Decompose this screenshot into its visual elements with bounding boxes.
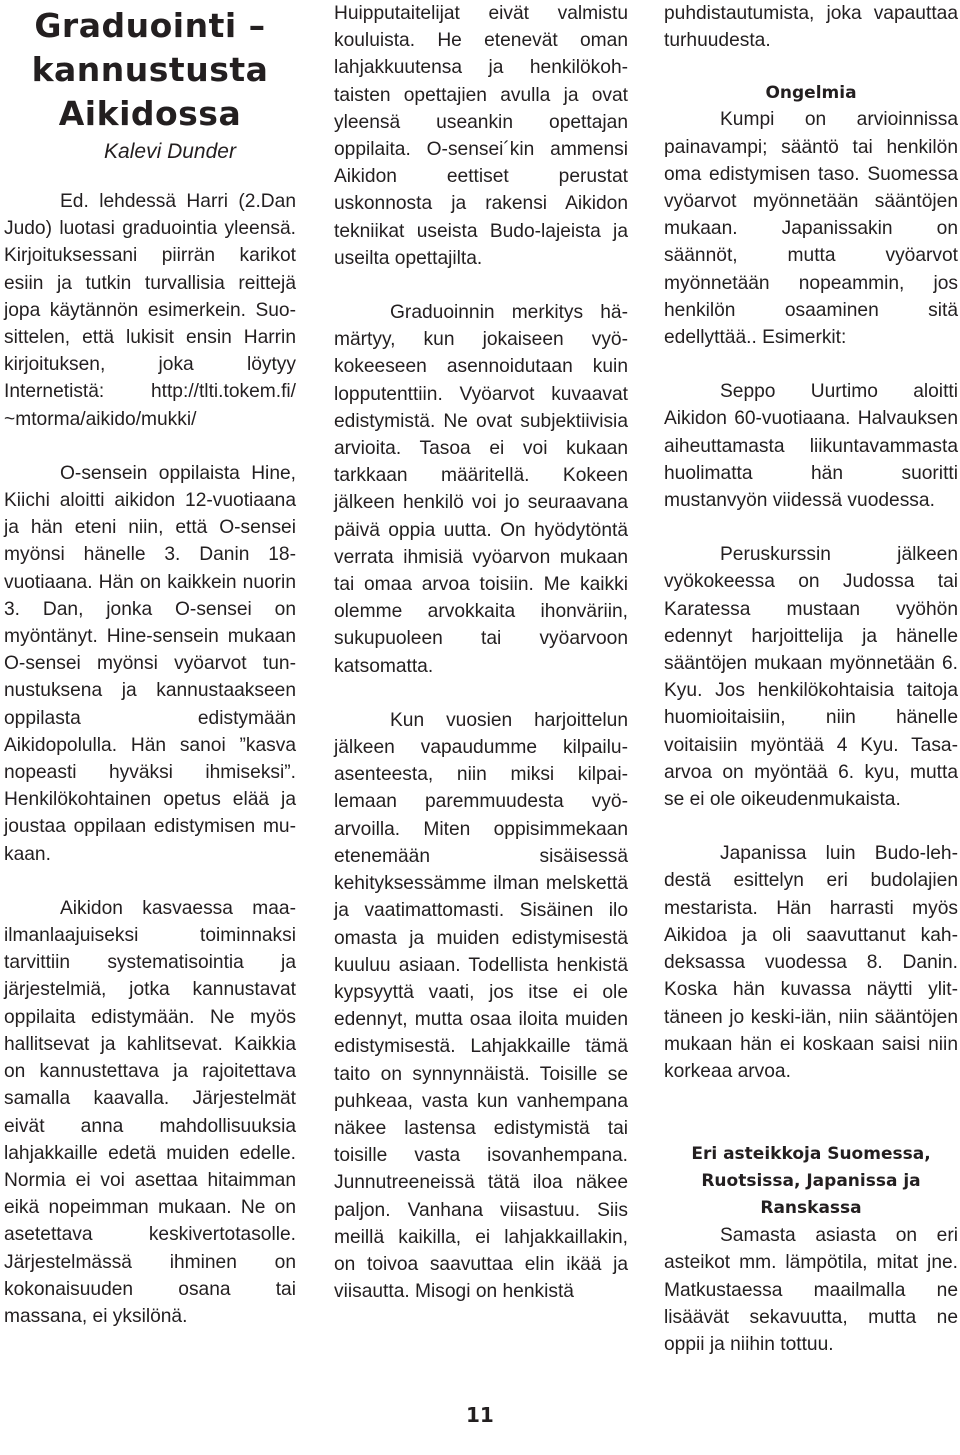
- page-number: 11: [466, 1403, 494, 1427]
- paragraph-example-japan: Japanissa luin Budo-lehdestä esittelyn eri budolajien mestarista. Hän harrasti myös Aikidoa ja oli saavuttanut kahdeksassa vuodessa 8. Danin. Koska hän kuvassa näytti ylittäneen jo keski-iän, niin sääntöjen mukaan hän ei koskaan saisi niin korkeaa arvoa.: [664, 843, 958, 1082]
- paragraph-masters: Huipputaitelijat eivät valmistu kouluista. He etenevät oman lahjakkuutensa ja henkilökohtaisten opettajien avulla ja ovat yleensä useankin opettajan oppilaita. O-sensei´kin ammensi Aikidon eettiset perustat uskonnosta ja rakensi Aikidon tekniikat useista Budo-lajeista ja useilta opettajilta.: [334, 3, 628, 269]
- paragraph-systems: Aikidon kasvaessa maailmanlaajuiseksi toiminnaksi tarvittiin systematisointia ja järjestelmiä, jotka kannustavat oppilaita edistymään. Ne myös hallitsevat ja kahlitsevat. Kaikkia on kannustettava ja rajoitettava samalla kaavalla. Järjestelmät eivät anna mahdollisuuksia lahjakkaille edetä muiden edelle. Normia ei voi asettaa hitaimman eikä nopeimman mukaan. Ne on asetettava keskivertotasolle. Järjestelmässä ihminen on kokonaisuuden osana tai massana, ei yksilönä.: [4, 897, 296, 1327]
- paragraph-intro: Ed. lehdessä Harri (2.Dan Judo) luotasi graduointia yleensä. Kirjoituksessani piirrän karikot esiin ja tutkin turvallisia reittejä jopa käytännön esimerkein. Suosittelen, että lukisit ensin Harrin kirjoituksen, joka löytyy Internetistä: http://tlti.tokem.fi/ ~mtorma/aikido/mukki/: [4, 191, 296, 430]
- column-1: [4, 0, 296, 1330]
- author-byline: Kalevi Dunder: [104, 140, 236, 163]
- heading-scales: Eri asteikkoja Suomessa, Ruotsissa, Japanissa ja Ranskassa: [691, 1144, 931, 1219]
- heading-problems: Ongelmia: [765, 83, 857, 104]
- paragraph-hine: O-sensein oppilaista Hine, Kiichi aloitti aikidon 12-vuotiaana ja hän eteni niin, että O-sensei myönsi hänelle 3. Danin 18-vuotiaana. Hän on kaikkein nuorin 3. Dan, jonka O-sensei on myöntänyt. Hine-sensein mukaan O-sensei myönsi vyöarvot tunnustuksena ja kannustaakseen oppilasta edistymään Aikidopolulla. Hän sanoi ”kasva nopeasti hyväksi ihmiseksi”. Henkilökohtainen opetus elää ja joustaa oppilaan edistymisen mukaan.: [4, 462, 296, 865]
- paragraph-competition: Kun vuosien harjoittelun jälkeen vapaudumme kilpailuasenteesta, niin miksi kilpailemaan paremmuudesta vyöarvoilla. Miten oppisimmekaan etenemään sisäisessä kehityksessämme ilman melskettä ja vaatimattomasti. Sisäinen ilo omasta ja muiden edistymisestä kuuluu asiaan. Todellista henkistä kypsyyttä vaati, jos itse ei ole edennyt, mutta osaa iloita muiden edistymisestä. Lahjakkaille tämä taito on synnynnäistä. Toisille se puhkeaa, vasta kun vanhempana näkee lastensa edistymistä tai toisille vasta isovanhempana. Junnutreeneissä tätä iloa näkee paljon. Vanhana viisastuu. Siis meillä kaikilla, ei lahjakkaillakin, on toivoa saavuttaa elin ikää ja viisautta. Misogi on henkistä: [334, 709, 628, 1303]
- column-2: [334, 0, 628, 1305]
- paragraph-example-seppo: Seppo Uurtimo aloitti Aikidon 60-vuotiaana. Halvauksen aiheuttamasta liikuntavammasta huolimatta hän suoritti mustanvyön viidessä vuodessa.: [664, 381, 958, 512]
- paragraph-problems: Kumpi on arvioinnissa painavampi; sääntö tai henkilön oma edistymisen taso. Suomessa vyöarvot myönnetään sääntöjen mukaan. Japanissakin on säännöt, mutta vyöarvot myönnetään nopeammin, jos henkilön osaaminen sitä edellyttää.. Esimerkit:: [664, 109, 958, 349]
- article-title: Graduointi – kannustusta Aikidossa: [31, 6, 269, 133]
- paragraph-meaning: Graduoinnin merkitys hämärtyy, kun jokaiseen vyökokeeseen asennoidutaan kuin lopputenttiin. Vyöarvot kuvaavat edistymistä. Ne ovat subjektiivisia arvioita. Tasoa ei voi kukaan tarkkaan määritellä. Kokeen jälkeen henkilö voi jo seuraavana päivä oppia uutta. On hyödytöntä verrata ihmisiä vyöarvon mukaan tai omaa arvoa toisiin. Me kaikki olemme arvokkaita ihonväriin, sukupuoleen tai vyöarvoon katsomatta.: [334, 302, 628, 677]
- paragraph-example-kyu: Peruskurssin jälkeen vyökokeessa on Judossa tai Karatessa mustaan vyöhön edennyt harjoittelija ja hänelle sääntöjen mukaan myönnetään 6. Kyu. Jos henkilökohtaisia taitoja huomioitaisiin, niin hänelle voitaisiin myöntää 4 Kyu. Tasa-arvoa on myöntää 6. kyu, mutta se ei ole oikeudenmukaista.: [664, 544, 958, 811]
- paragraph-scales: Samasta asiasta on eri asteikot mm. lämpötila, mitat jne. Matkustaessa maailmalla ne lisäävät sekavuutta, mutta ne oppii ja niihin tottuu.: [664, 1225, 958, 1355]
- column-3: [664, 0, 958, 1358]
- paragraph-continued: puhdistautumista, joka vapauttaa turhuudesta.: [664, 3, 958, 52]
